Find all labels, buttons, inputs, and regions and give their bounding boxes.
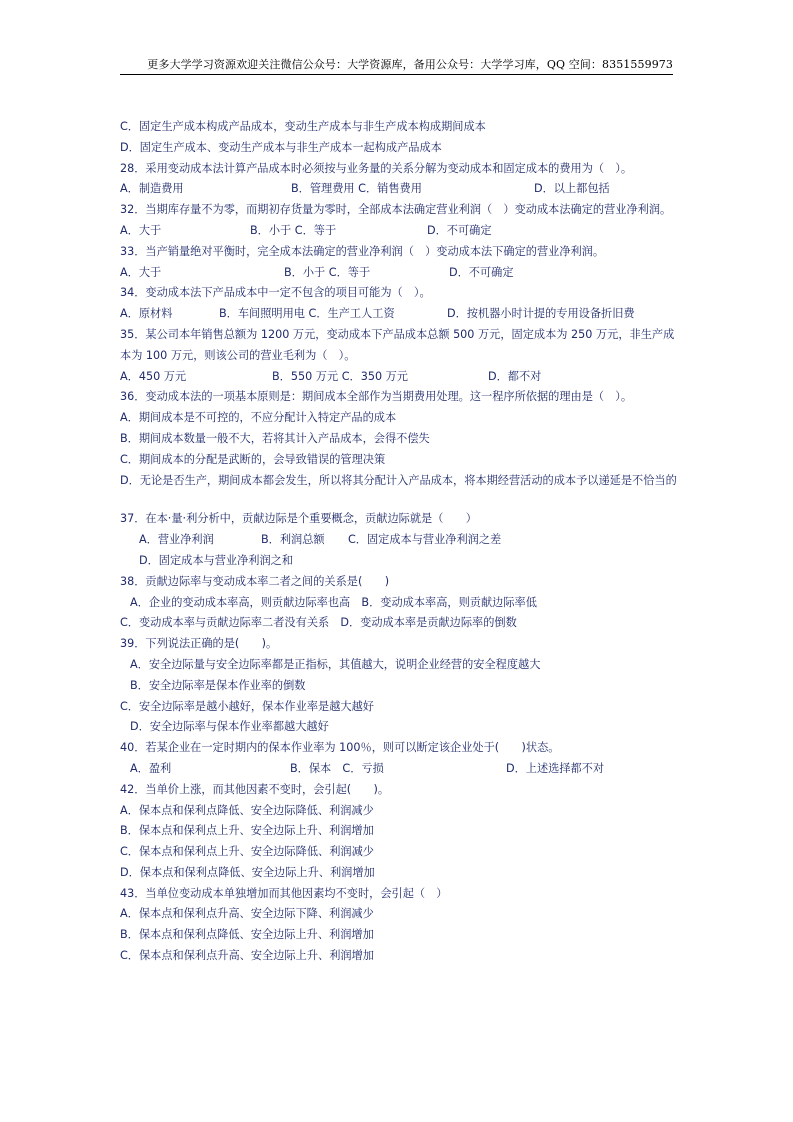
option-bc: B．车间照明用电 C．生产工人工资 (219, 307, 395, 321)
option-line: C．固定生产成本构成产品成本，变动生产成本与非生产成本构成期间成本 (120, 120, 486, 133)
options-32 (120, 221, 680, 242)
option-line: A．期间成本是不可控的，不应分配计入特定产品的成本 (120, 411, 397, 425)
options-40 (120, 759, 680, 780)
question-32: 32．当期库存量不为零，而期初存货量为零时，全部成本法确定营业利润（ ）变动成本法确定的营业净利润。 (120, 203, 672, 217)
option-line: C．安全边际率是越小越好，保本作业率是越大越好 (120, 699, 374, 713)
document-body (120, 117, 680, 967)
option-line: C．保本点和保利点上升、安全边际降低、利润减少 (120, 845, 374, 859)
option-line: C．保本点和保利点升高、安全边际上升、利润增加 (120, 949, 374, 963)
option-a: A．450 万元 (120, 369, 187, 383)
question-43: 43．当单位变动成本单独增加而其他因素均不变时，会引起（ ） (120, 886, 448, 900)
option-bc: B．小于 C．等于 (284, 265, 371, 279)
option-line: B．安全边际率是保本作业率的倒数 (130, 678, 306, 692)
option-d: D．按机器小时计提的专用设备折旧费 (447, 307, 635, 321)
option-line: A．保本点和保利点升高、安全边际下降、利润减少 (120, 907, 374, 921)
option-line: D．保本点和保利点降低、安全边际上升、利润增加 (120, 865, 375, 879)
option-bc: B．管理费用 C．销售费用 (291, 182, 422, 196)
option-bc: B．保本 C．亏损 (290, 761, 384, 775)
option-line: D．安全边际率与保本作业率都越大越好 (130, 720, 329, 734)
option-bc: B．550 万元 C．350 万元 (272, 369, 408, 383)
question-28: 28．采用变动成本法计算产品成本时必须按与业务量的关系分解为变动成本和固定成本的费用为（ ）。 (120, 161, 633, 175)
option-a: A．制造费用 (120, 182, 184, 196)
question-42: 42．当单价上涨，而其他因素不变时，会引起( )。 (120, 782, 390, 796)
spacer (120, 491, 680, 509)
question-38: 38．贡献边际率与变动成本率二者之间的关系是( ) (120, 574, 390, 588)
option-line: D．固定成本与营业净利润之和 (139, 553, 294, 567)
option-bc: B．小于 C．等于 (250, 223, 337, 237)
option-a: A．营业净利润 (139, 533, 214, 547)
option-line: D．无论是否生产，期间成本都会发生，所以将其分配计入产品成本，将本期经营活动的成本予以递延是不恰当的 (120, 473, 677, 487)
option-c: C．固定成本与营业净利润之差 (348, 533, 502, 547)
option-d: D．以上都包括 (534, 182, 610, 196)
option-d: D．不可确定 (427, 223, 492, 237)
question-37: 37．在本·量·利分析中，贡献边际是个重要概念，贡献边际就是（ ） (120, 512, 477, 526)
options-34 (120, 304, 680, 325)
question-33: 33．当产销量绝对平衡时，完全成本法确定的营业净利润（ ）变动成本法下确定的营业净利润。 (120, 244, 605, 258)
option-a: A．原材料 (120, 307, 173, 321)
question-34: 34．变动成本法下产品成本中一定不包含的项目可能为（ ）。 (120, 286, 431, 300)
option-line: B．期间成本数量一般不大，若将其计入产品成本，会得不偿失 (120, 431, 430, 445)
option-line: A．保本点和保利点降低、安全边际降低、利润减少 (120, 803, 374, 817)
question-40: 40．若某企业在一定时期内的保本作业率为 100％，则可以断定该企业处于( )状态。 (120, 741, 560, 755)
option-a: A．大于 (120, 223, 162, 237)
options-28 (120, 179, 680, 200)
option-line: C．变动成本率与贡献边际率二者没有关系 D．变动成本率是贡献边际率的倒数 (120, 616, 517, 630)
option-a: A．盈利 (130, 761, 172, 775)
option-line: B．保本点和保利点降低、安全边际上升、利润增加 (120, 928, 374, 942)
option-d: D．上述选择都不对 (506, 761, 605, 775)
options-33 (120, 263, 680, 284)
option-line: A．安全边际量与安全边际率都是正指标，其值越大，说明企业经营的安全程度越大 (130, 657, 541, 671)
question-35: 35．某公司本年销售总额为 1200 万元，变动成本下产品成本总额 500 万元，固定成本为 250 万元，非生产成本为 100 万元，则该公司的营业毛利为（ ）。 (120, 327, 675, 362)
question-36: 36．变动成本法的一项基本原则是：期间成本全部作为当期费用处理。这一程序所依据的理由是（ ）。 (120, 390, 633, 404)
option-b: B．利润总额 (261, 533, 325, 547)
option-a: A．大于 (120, 265, 162, 279)
option-d: D．不可确定 (449, 265, 514, 279)
option-line: A．企业的变动成本率高，则贡献边际率也高 B．变动成本率高，则贡献边际率低 (130, 595, 537, 609)
option-line: C．期间成本的分配是武断的，会导致错误的管理决策 (120, 452, 386, 466)
question-39: 39．下列说法正确的是( )。 (120, 637, 278, 651)
option-d: D．都不对 (488, 369, 542, 383)
page-header: 更多大学学习资源欢迎关注微信公众号：大学资源库，备用公众号：大学学习库，QQ 空间：8351559973 (120, 56, 673, 75)
options-37 (120, 530, 680, 551)
option-line: D．固定生产成本、变动生产成本与非生产成本一起构成产品成本 (120, 140, 442, 154)
option-line: B．保本点和保利点上升、安全边际上升、利润增加 (120, 824, 374, 838)
options-35 (120, 367, 680, 388)
